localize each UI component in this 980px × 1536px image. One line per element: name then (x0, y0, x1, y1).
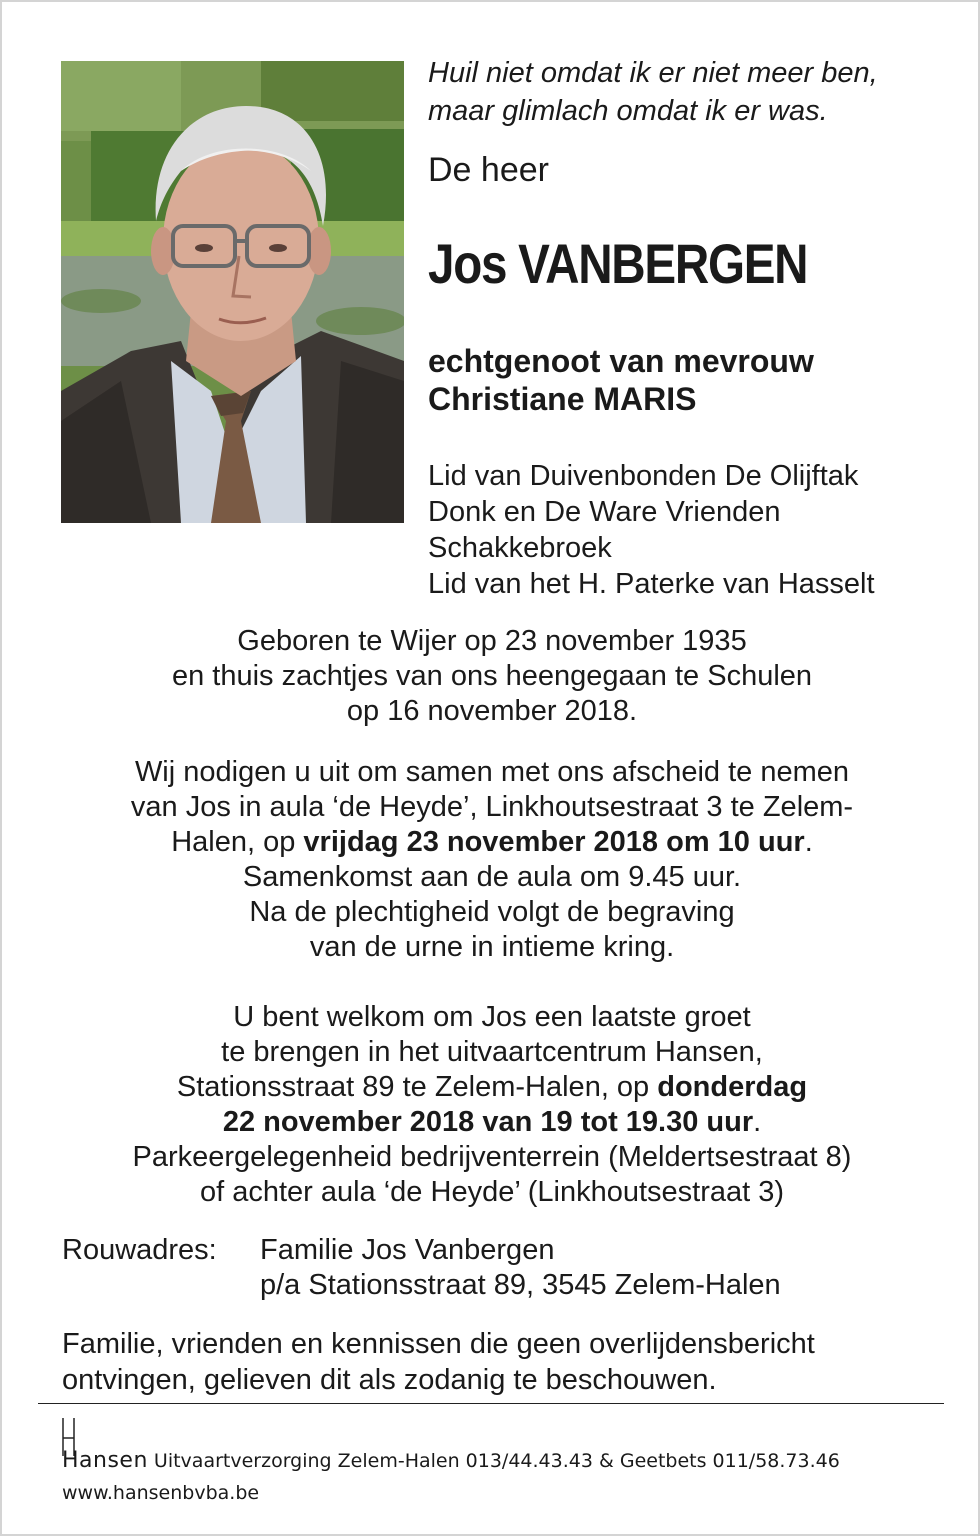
birth-death-line: en thuis zachtjes van ons heengegaan te Schulen (171, 660, 813, 692)
membership-line: Donk en De Ware Vrienden (428, 496, 781, 528)
epitaph-quote (428, 54, 948, 130)
visitation-line (42, 1105, 942, 1140)
invitation-line: Na de plechtigheid volgt de begraving (249, 896, 735, 928)
visitation-day: donderdag (657, 1071, 808, 1103)
notice-line: ontvingen, gelieven dit als zodanig te beschouwen. (62, 1364, 717, 1396)
membership-line: Schakkebroek (428, 532, 612, 564)
funeral-invitation (42, 755, 942, 965)
invitation-line: van de urne in intieme kring. (309, 931, 675, 963)
visitation-line: U bent welkom om Jos een laatste groet (233, 1001, 751, 1033)
membership-line: Lid van Duivenbonden De Olijftak (428, 460, 859, 492)
mourning-address-value (260, 1233, 781, 1303)
notice-line: Familie, vrienden en kennissen die geen overlijdensbericht (62, 1328, 815, 1360)
spouse-info (428, 342, 814, 418)
funeral-datetime: vrijdag 23 november 2018 om 10 uur (303, 826, 805, 858)
company-website: www.hansenbvba.be (62, 1482, 260, 1504)
footer-divider (38, 1403, 944, 1404)
visitation-datetime: 22 november 2018 van 19 tot 19.30 uur (222, 1106, 754, 1138)
invitation-text: . (804, 826, 813, 858)
address-line: Familie Jos Vanbergen (260, 1234, 555, 1266)
visitation-text: Stationsstraat 89 te Zelem-Halen, op (176, 1071, 658, 1103)
company-contact: Uitvaartverzorging Zelem-Halen 013/44.43.43 & Geetbets 011/58.73.46 (153, 1450, 840, 1472)
notice-text (62, 1326, 815, 1398)
birth-death-info (42, 624, 942, 729)
birth-death-line: op 16 november 2018. (346, 695, 638, 727)
quote-line: maar glimlach omdat ik er was. (428, 95, 828, 127)
footer-company-line (62, 1448, 840, 1473)
visitation-text: . (753, 1106, 762, 1138)
spouse-line: Christiane MARIS (428, 381, 697, 417)
invitation-line (42, 825, 942, 860)
portrait-photo (61, 61, 404, 523)
visitation-info (42, 1000, 942, 1210)
birth-death-line: Geboren te Wijer op 23 november 1935 (237, 625, 747, 657)
mourning-address-label: Rouwadres: (62, 1234, 217, 1266)
invitation-line: Wij nodigen u uit om samen met ons afscheid te nemen (134, 756, 850, 788)
company-brand: Hansen (62, 1448, 148, 1473)
invitation-line: Samenkomst aan de aula om 9.45 uur. (242, 861, 742, 893)
spouse-line: echtgenoot van mevrouw (428, 343, 814, 379)
invitation-text: Halen, op (171, 826, 304, 858)
memberships (428, 458, 875, 602)
membership-line: Lid van het H. Paterke van Hasselt (428, 568, 875, 600)
visitation-line (42, 1070, 942, 1105)
invitation-line: van Jos in aula ‘de Heyde’, Linkhoutsestraat 3 te Zelem- (130, 791, 854, 823)
visitation-line: te brengen in het uitvaartcentrum Hansen, (221, 1036, 763, 1068)
address-line: p/a Stationsstraat 89, 3545 Zelem-Halen (260, 1269, 781, 1301)
visitation-line: Parkeergelegenheid bedrijventerrein (Meldertsestraat 8) (132, 1141, 852, 1173)
deceased-name: Jos VANBERGEN (428, 232, 808, 295)
visitation-line: of achter aula ‘de Heyde’ (Linkhoutsestraat 3) (199, 1176, 785, 1208)
salutation: De heer (428, 151, 549, 189)
quote-line: Huil niet omdat ik er niet meer ben, (428, 57, 878, 89)
